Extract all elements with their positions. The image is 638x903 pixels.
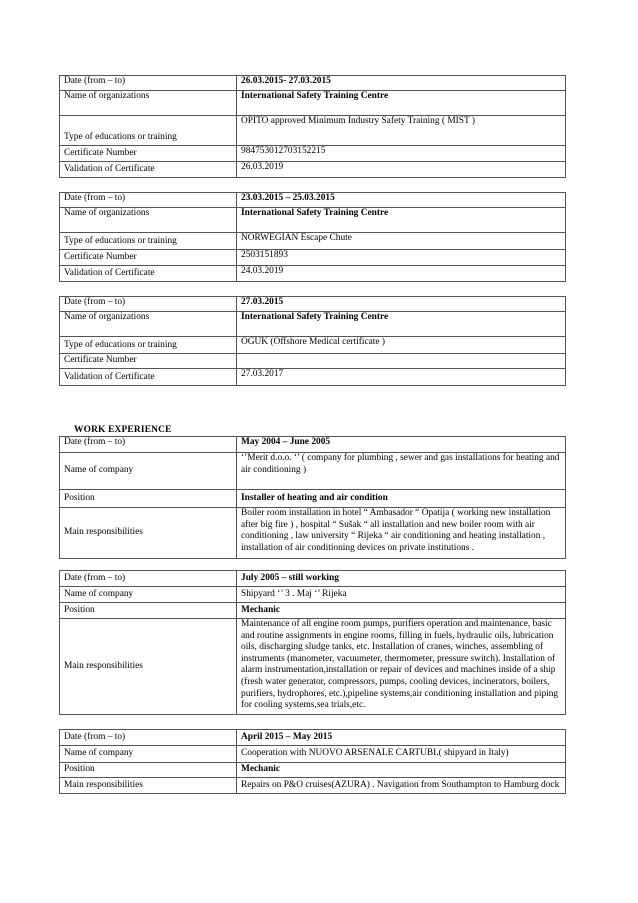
organization-value: International Safety Training Centre xyxy=(237,91,566,116)
organization-value: International Safety Training Centre xyxy=(237,208,566,233)
company-label: Name of company xyxy=(60,453,237,490)
certificate-number-value xyxy=(237,354,566,369)
company-value: ‘’Merit d.o.o. ‘’ ( company for plumbing , sewer and gas installations for heating and air conditioning ) xyxy=(237,453,566,490)
certificate-number-label: Certificate Number xyxy=(60,250,237,266)
certificate-number-value: 2503151893 xyxy=(237,250,566,266)
organization-label: Name of organizations xyxy=(60,91,237,116)
organization-label: Name of organizations xyxy=(60,208,237,233)
validation-value: 27.03.2017 xyxy=(237,369,566,386)
job-table-2 xyxy=(59,570,566,715)
date-label: Date (from – to) xyxy=(60,437,237,453)
certificate-table-3 xyxy=(59,296,566,386)
responsibilities-value: Boiler room installation in hotel “ Ambasador “ Opatija ( working new installation after big fire ) , hospital “ Sušak “ all installation and new boiler room with air conditioning , law university “ Rijeka “ air conditioning and heating installation , installation of air conditioning devices on private institutions . xyxy=(237,508,566,559)
date-value: 27.03.2015 xyxy=(237,297,566,312)
date-value: May 2004 – June 2005 xyxy=(237,437,566,453)
date-label: Date (from – to) xyxy=(60,297,237,312)
responsibilities-value: Repairs on P&O cruises(AZURA) . Navigation from Southampton to Hamburg dock xyxy=(237,778,566,794)
responsibilities-value: Maintenance of all engine room pumps, purifiers operation and maintenance, basic and routine assignments in engine rooms, filling in fuels, hydraulic oils, lubrication oils, discharging sludge tanks, etc. Installation of cranes, winches, assembling of instruments (manometer, vacuumeter, thermometer, pressure switch). Installation of alarm instrumentation,installation or repair of devices and machines inside of a ship (fresh water generator, compressors, pumps, cooling devices, incinerators, boilers, purifiers, hydrophores, etc.),pipeline systems,air conditioning installation and piping for cooling systems,sea trials,etc. xyxy=(237,619,566,715)
certificate-table-1 xyxy=(59,75,566,178)
date-value: April 2015 – May 2015 xyxy=(237,730,566,746)
job-table-1 xyxy=(59,436,566,559)
date-value: 26.03.2015- 27.03.2015 xyxy=(237,76,566,91)
training-type-value: OPITO approved Minimum Industry Safety Training ( MIST ) xyxy=(237,116,566,146)
company-label: Name of company xyxy=(60,587,237,603)
certificate-number-label: Certificate Number xyxy=(60,146,237,162)
date-value: July 2005 – still working xyxy=(237,571,566,587)
organization-value: International Safety Training Centre xyxy=(237,312,566,337)
certificate-number-label: Certificate Number xyxy=(60,354,237,369)
date-label: Date (from – to) xyxy=(60,193,237,208)
company-value: Shipyard ‘’ 3 . Maj ‘’ Rijeka xyxy=(237,587,566,603)
position-label: Position xyxy=(60,763,237,778)
position-label: Position xyxy=(60,603,237,619)
certificate-table-2 xyxy=(59,192,566,282)
company-value: Cooperation with NUOVO ARSENALE CARTUBI.( shipyard in Italy) xyxy=(237,746,566,763)
certificate-number-value: 984753012703152215 xyxy=(237,146,566,162)
training-type-value: NORWEGIAN Escape Chute xyxy=(237,233,566,250)
responsibilities-label: Main responsibilities xyxy=(60,778,237,794)
validation-value: 24.03.2019 xyxy=(237,266,566,282)
responsibilities-label: Main responsibilities xyxy=(60,619,237,715)
validation-label: Validation of Certificate xyxy=(60,369,237,386)
validation-value: 26.03.2019 xyxy=(237,162,566,178)
validation-label: Validation of Certificate xyxy=(60,162,237,178)
training-type-label: Type of educations or training xyxy=(60,233,237,250)
training-type-value: OGUK (Offshore Medical certificate ) xyxy=(237,337,566,354)
company-label: Name of company xyxy=(60,746,237,763)
date-value: 23.03.2015 – 25.03.2015 xyxy=(237,193,566,208)
validation-label: Validation of Certificate xyxy=(60,266,237,282)
responsibilities-label: Main responsibilities xyxy=(60,508,237,559)
date-label: Date (from – to) xyxy=(60,76,237,91)
date-label: Date (from – to) xyxy=(60,730,237,746)
work-experience-heading: WORK EXPERIENCE xyxy=(74,425,172,435)
position-value: Mechanic xyxy=(237,603,566,619)
job-table-3 xyxy=(59,729,566,794)
training-type-label: Type of educations or training xyxy=(60,337,237,354)
training-type-label: Type of educations or training xyxy=(60,116,237,146)
organization-label: Name of organizations xyxy=(60,312,237,337)
date-label: Date (from – to) xyxy=(60,571,237,587)
position-value: Installer of heating and air condition xyxy=(237,490,566,508)
position-value: Mechanic xyxy=(237,763,566,778)
position-label: Position xyxy=(60,490,237,508)
